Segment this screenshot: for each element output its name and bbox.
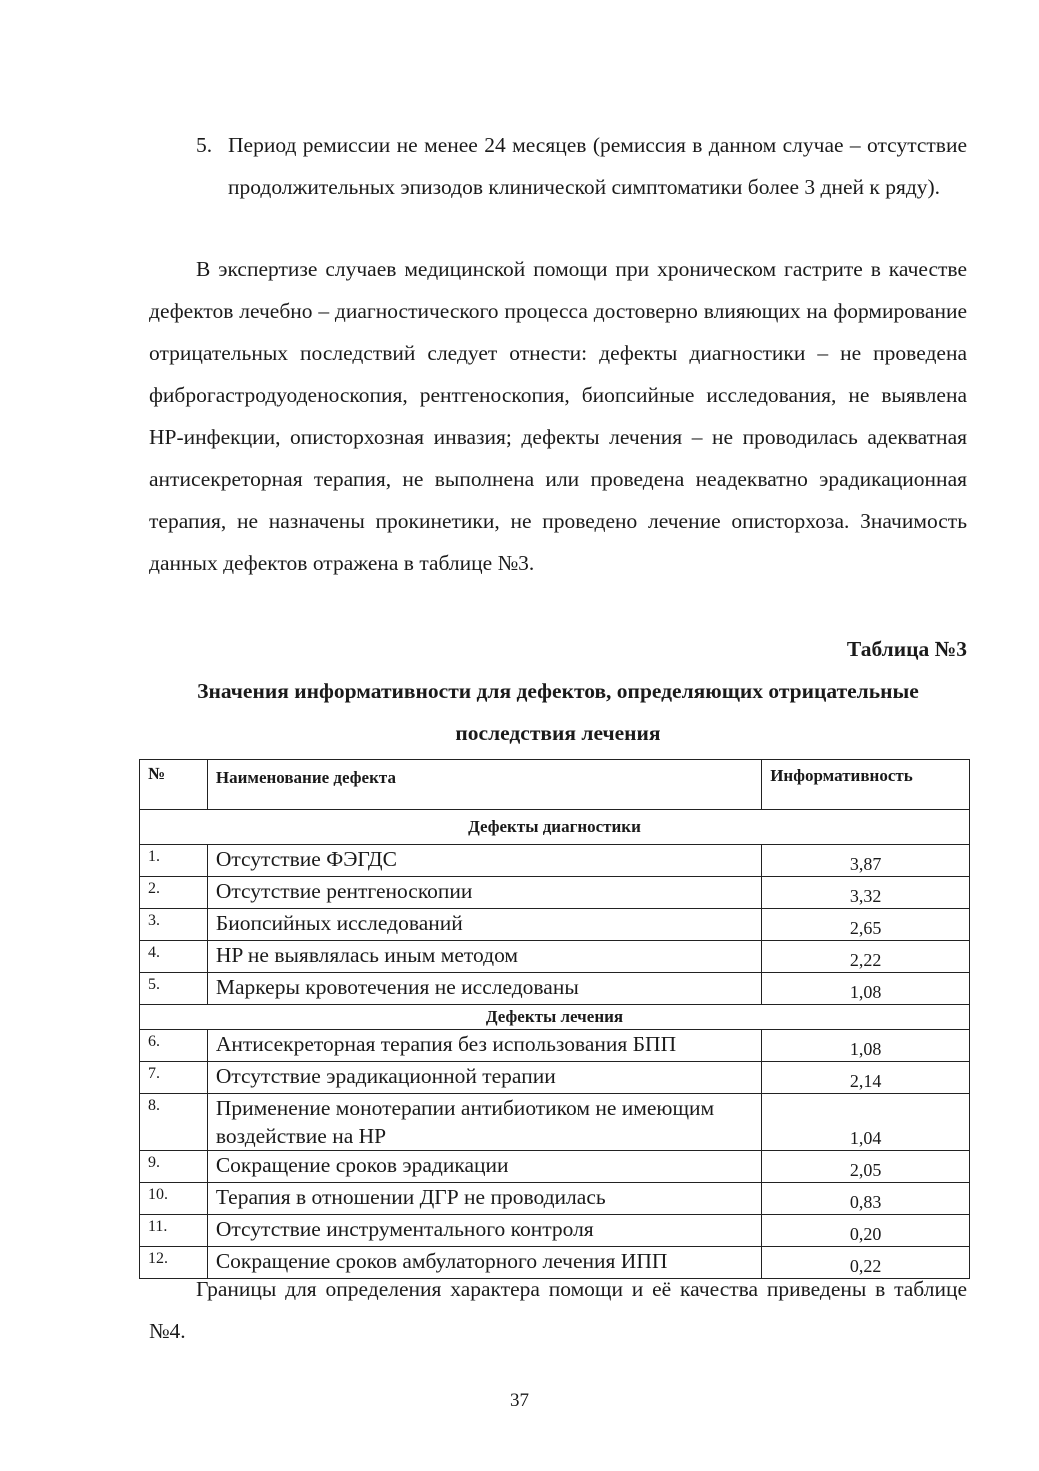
table-row (140, 1062, 970, 1094)
row-number: 4. (140, 941, 208, 973)
table-row (140, 941, 970, 973)
section-row-treatment (140, 1005, 970, 1030)
row-number: 6. (140, 1030, 208, 1062)
list-item-text: Период ремиссии не менее 24 месяцев (ремиссия в данном случае – отсутствие продолжительных эпизодов клинической симптоматики более 3 дней к ряду). (228, 133, 967, 199)
treatment-rows (140, 1030, 970, 1279)
section-row-diagnostics (140, 810, 970, 845)
section-title-treatment: Дефекты лечения (140, 1005, 970, 1030)
row-number: 10. (140, 1183, 208, 1215)
table-row (140, 909, 970, 941)
row-defect-name: Сокращение сроков амбулаторного лечения ИПП (207, 1247, 761, 1279)
header-value: Информативность (762, 760, 970, 810)
row-defect-name: Сокращение сроков эрадикации (207, 1151, 761, 1183)
list-item-5 (196, 124, 967, 208)
row-informativeness: 0,20 (762, 1215, 970, 1247)
body-paragraph-1: В экспертизе случаев медицинской помощи при хроническом гастрите в качестве дефектов лечебно – диагностического процесса достоверно влияющих на формирование отрицательных последствий следует отнести: дефекты диагностики – не проведена фиброгастродуоденоскопия, рентгеноскопия, биопсийные исследования, не выявлена HP-инфекции, описторхозная инвазия; дефекты лечения – не проводилась адекватная антисекреторная терапия, не выполнена или проведена неадекватно эрадикационная терапия, не назначены прокинетики, не проведено лечение описторхоза. Значимость данных дефектов отражена в таблице №3. (149, 257, 967, 575)
row-defect-name: Маркеры кровотечения не исследованы (207, 973, 761, 1005)
header-name: Наименование дефекта (207, 760, 761, 810)
row-number: 3. (140, 909, 208, 941)
row-informativeness: 1,08 (762, 1030, 970, 1062)
page-number: 37 (510, 1390, 529, 1411)
row-informativeness: 2,65 (762, 909, 970, 941)
row-number: 11. (140, 1215, 208, 1247)
row-number: 7. (140, 1062, 208, 1094)
diagnostics-rows (140, 845, 970, 1005)
row-number: 1. (140, 845, 208, 877)
row-defect-name: Антисекреторная терапия без использования БПП (207, 1030, 761, 1062)
row-informativeness: 3,87 (762, 845, 970, 877)
table-label: Таблица №3 (846, 637, 967, 661)
list-item-number: 5. (196, 133, 213, 157)
row-defect-name: Отсутствие рентгеноскопии (207, 877, 761, 909)
row-number: 5. (140, 973, 208, 1005)
row-number: 12. (140, 1247, 208, 1279)
table-row (140, 973, 970, 1005)
row-number: 2. (140, 877, 208, 909)
table-row (140, 1094, 970, 1151)
row-informativeness: 0,83 (762, 1183, 970, 1215)
row-informativeness: 0,22 (762, 1247, 970, 1279)
row-defect-name: Отсутствие эрадикационной терапии (207, 1062, 761, 1094)
row-informativeness: 1,08 (762, 973, 970, 1005)
table-header-row (140, 760, 970, 810)
row-defect-name: Биопсийных исследований (207, 909, 761, 941)
table-row (140, 845, 970, 877)
row-informativeness: 3,32 (762, 877, 970, 909)
table-row (140, 877, 970, 909)
table-row (140, 1151, 970, 1183)
section-title-diagnostics: Дефекты диагностики (140, 810, 970, 845)
row-defect-name: Отсутствие ФЭГДС (207, 845, 761, 877)
table-caption: Значения информативности для дефектов, определяющих отрицательные последствия лечения (197, 679, 919, 745)
row-defect-name: Терапия в отношении ДГР не проводилась (207, 1183, 761, 1215)
row-informativeness: 2,14 (762, 1062, 970, 1094)
row-defect-name: HP не выявлялась иным методом (207, 941, 761, 973)
row-defect-name: Отсутствие инструментального контроля (207, 1215, 761, 1247)
row-informativeness: 1,04 (762, 1094, 970, 1151)
table-row (140, 1215, 970, 1247)
row-defect-name: Применение монотерапии антибиотиком не имеющим воздействие на HP (207, 1094, 761, 1151)
body-paragraph-2: Границы для определения характера помощи и её качества приведены в таблице №4. (149, 1277, 967, 1343)
row-number: 9. (140, 1151, 208, 1183)
defects-table (139, 759, 970, 1279)
table-row (140, 1030, 970, 1062)
row-number: 8. (140, 1094, 208, 1151)
table-row (140, 1183, 970, 1215)
row-informativeness: 2,05 (762, 1151, 970, 1183)
header-num: № (140, 760, 208, 810)
row-informativeness: 2,22 (762, 941, 970, 973)
